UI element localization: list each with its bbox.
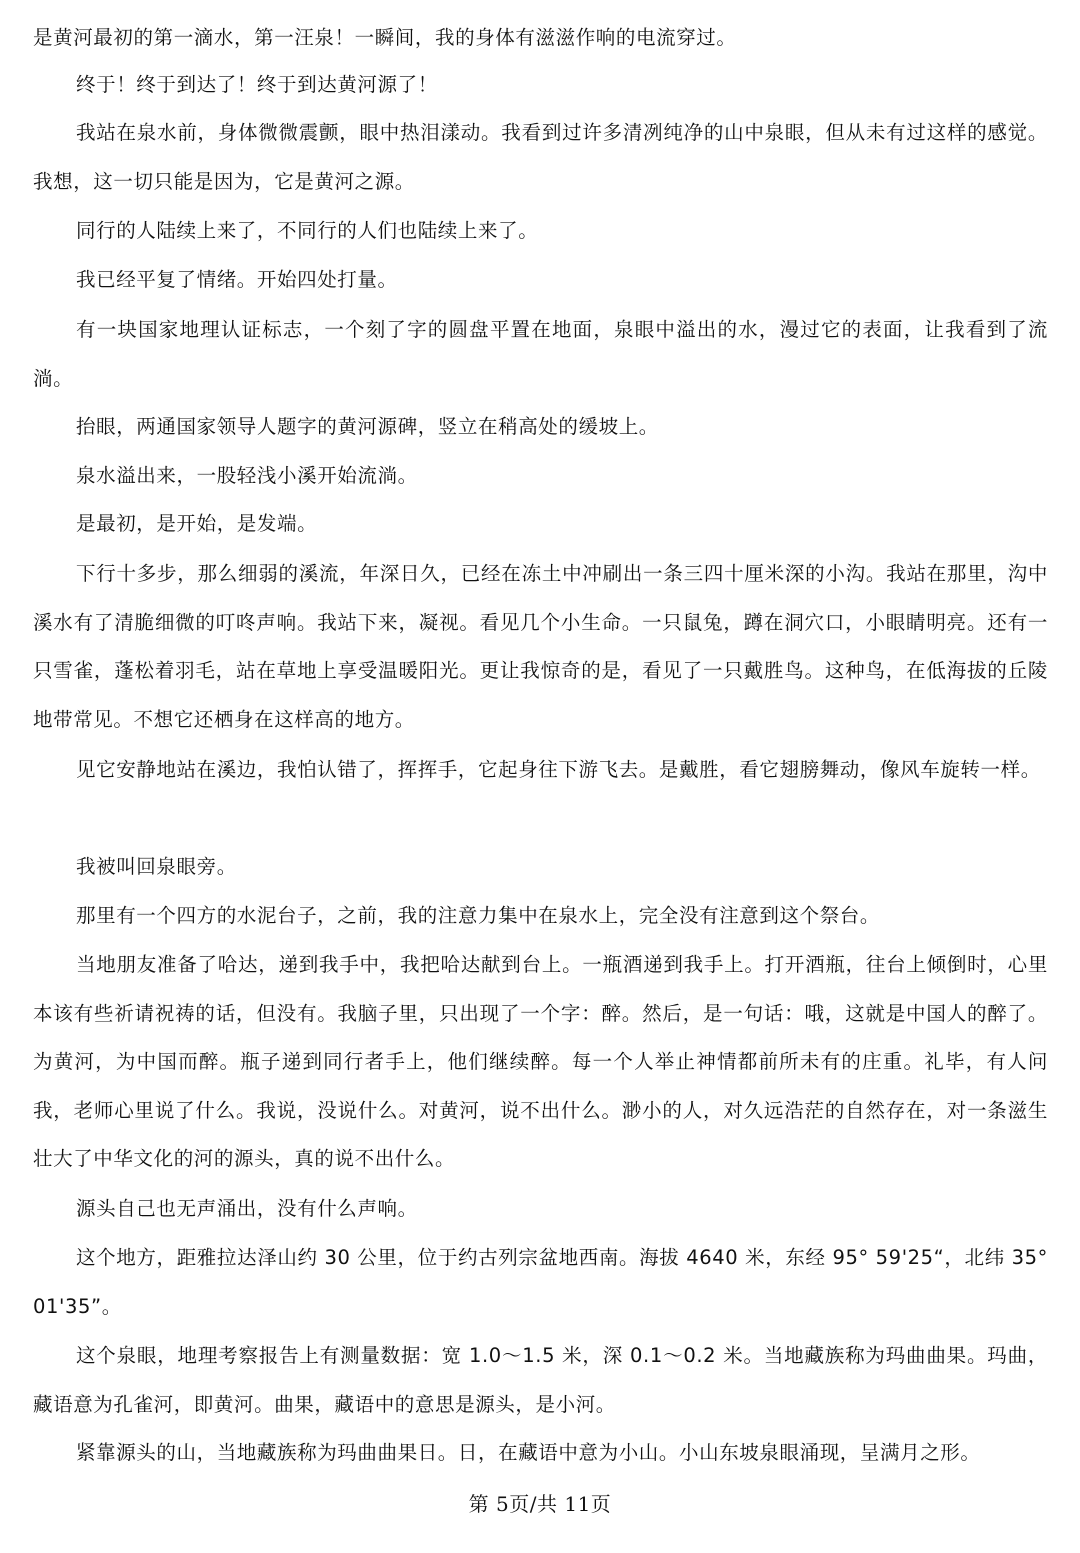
paragraph-13: 那里有一个四方的水泥台子，之前，我的注意力集中在泉水上，完全没有注意到这个祭台。 (76, 904, 881, 927)
paragraph-4: 同行的人陆续上来了，不同行的人们也陆续上来了。 (76, 219, 539, 242)
page-number: 第 5页/共 11页 (468, 1492, 612, 1516)
paragraph-11: 见它安静地站在溪边，我怕认错了，挥挥手，它起身往下游飞去。是戴胜，看它翅膀舞动，像风车旋转一样。 (76, 758, 1041, 781)
paragraph-3: 我站在泉水前，身体微微震颤，眼中热泪漾动。我看到过许多清冽纯净的山中泉眼，但从未有过这样的感觉。我想，这一切只能是因为，它是黄河之源。 (33, 121, 1048, 193)
paragraph-18: 紧靠源头的山，当地藏族称为玛曲曲果日。日，在藏语中意为小山。小山东坡泉眼涌现，呈满月之形。 (76, 1441, 981, 1464)
paragraph-8: 泉水溢出来，一股轻浅小溪开始流淌。 (76, 464, 418, 487)
paragraph-17: 这个泉眼，地理考察报告上有测量数据：宽 1.0～1.5 米，深 0.1～0.2 米。当地藏族称为玛曲曲果。玛曲，藏语意为孔雀河，即黄河。曲果，藏语中的意思是源头，是小河。 (33, 1344, 1048, 1416)
paragraph-12: 我被叫回泉眼旁。 (76, 855, 237, 878)
paragraph-2: 终于！终于到达了！终于到达黄河源了！ (76, 73, 438, 96)
paragraph-6: 有一块国家地理认证标志，一个刻了字的圆盘平置在地面，泉眼中溢出的水，漫过它的表面，让我看到了流淌。 (33, 318, 1048, 390)
paragraph-15: 源头自己也无声涌出，没有什么声响。 (76, 1197, 418, 1220)
paragraph-14: 当地朋友准备了哈达，递到我手中，我把哈达献到台上。一瓶酒递到我手上。打开酒瓶，往台上倾倒时，心里本该有些祈请祝祷的话，但没有。我脑子里，只出现了一个字：醉。然后，是一句话：哦，这就是中国人的醉了。为黄河，为中国而醉。瓶子递到同行者手上，他们继续醉。每一个人举止神情都前所未有的庄重。礼毕，有人问我，老师心里说了什么。我说，没说什么。对黄河，说不出什么。渺小的人，对久远浩茫的自然存在，对一条滋生壮大了中华文化的河的源头，真的说不出什么。 (33, 953, 1048, 1171)
paragraph-5: 我已经平复了情绪。开始四处打量。 (76, 268, 398, 291)
paragraph-9: 是最初，是开始，是发端。 (76, 512, 318, 535)
paragraph-16: 这个地方，距雅拉达泽山约 30 公里，位于约古列宗盆地西南。海拔 4640 米，东经 95° 59'25“，北纬 35° 01'35”。 (33, 1246, 1048, 1318)
paragraph-1: 是黄河最初的第一滴水，第一汪泉！一瞬间，我的身体有滋滋作响的电流穿过。 (33, 26, 737, 49)
paragraph-10: 下行十多步，那么细弱的溪流，年深日久，已经在冻土中冲刷出一条三四十厘米深的小沟。我站在那里，沟中溪水有了清脆细微的叮咚声响。我站下来，凝视。看见几个小生命。一只鼠兔，蹲在洞穴口，小眼睛明亮。还有一只雪雀，蓬松着羽毛，站在草地上享受温暖阳光。更让我惊奇的是，看见了一只戴胜鸟。这种鸟，在低海拔的丘陵地带常见。不想它还栖身在这样高的地方。 (33, 562, 1048, 731)
paragraph-7: 抬眼，两通国家领导人题字的黄河源碑，竖立在稍高处的缓坡上。 (76, 415, 659, 438)
